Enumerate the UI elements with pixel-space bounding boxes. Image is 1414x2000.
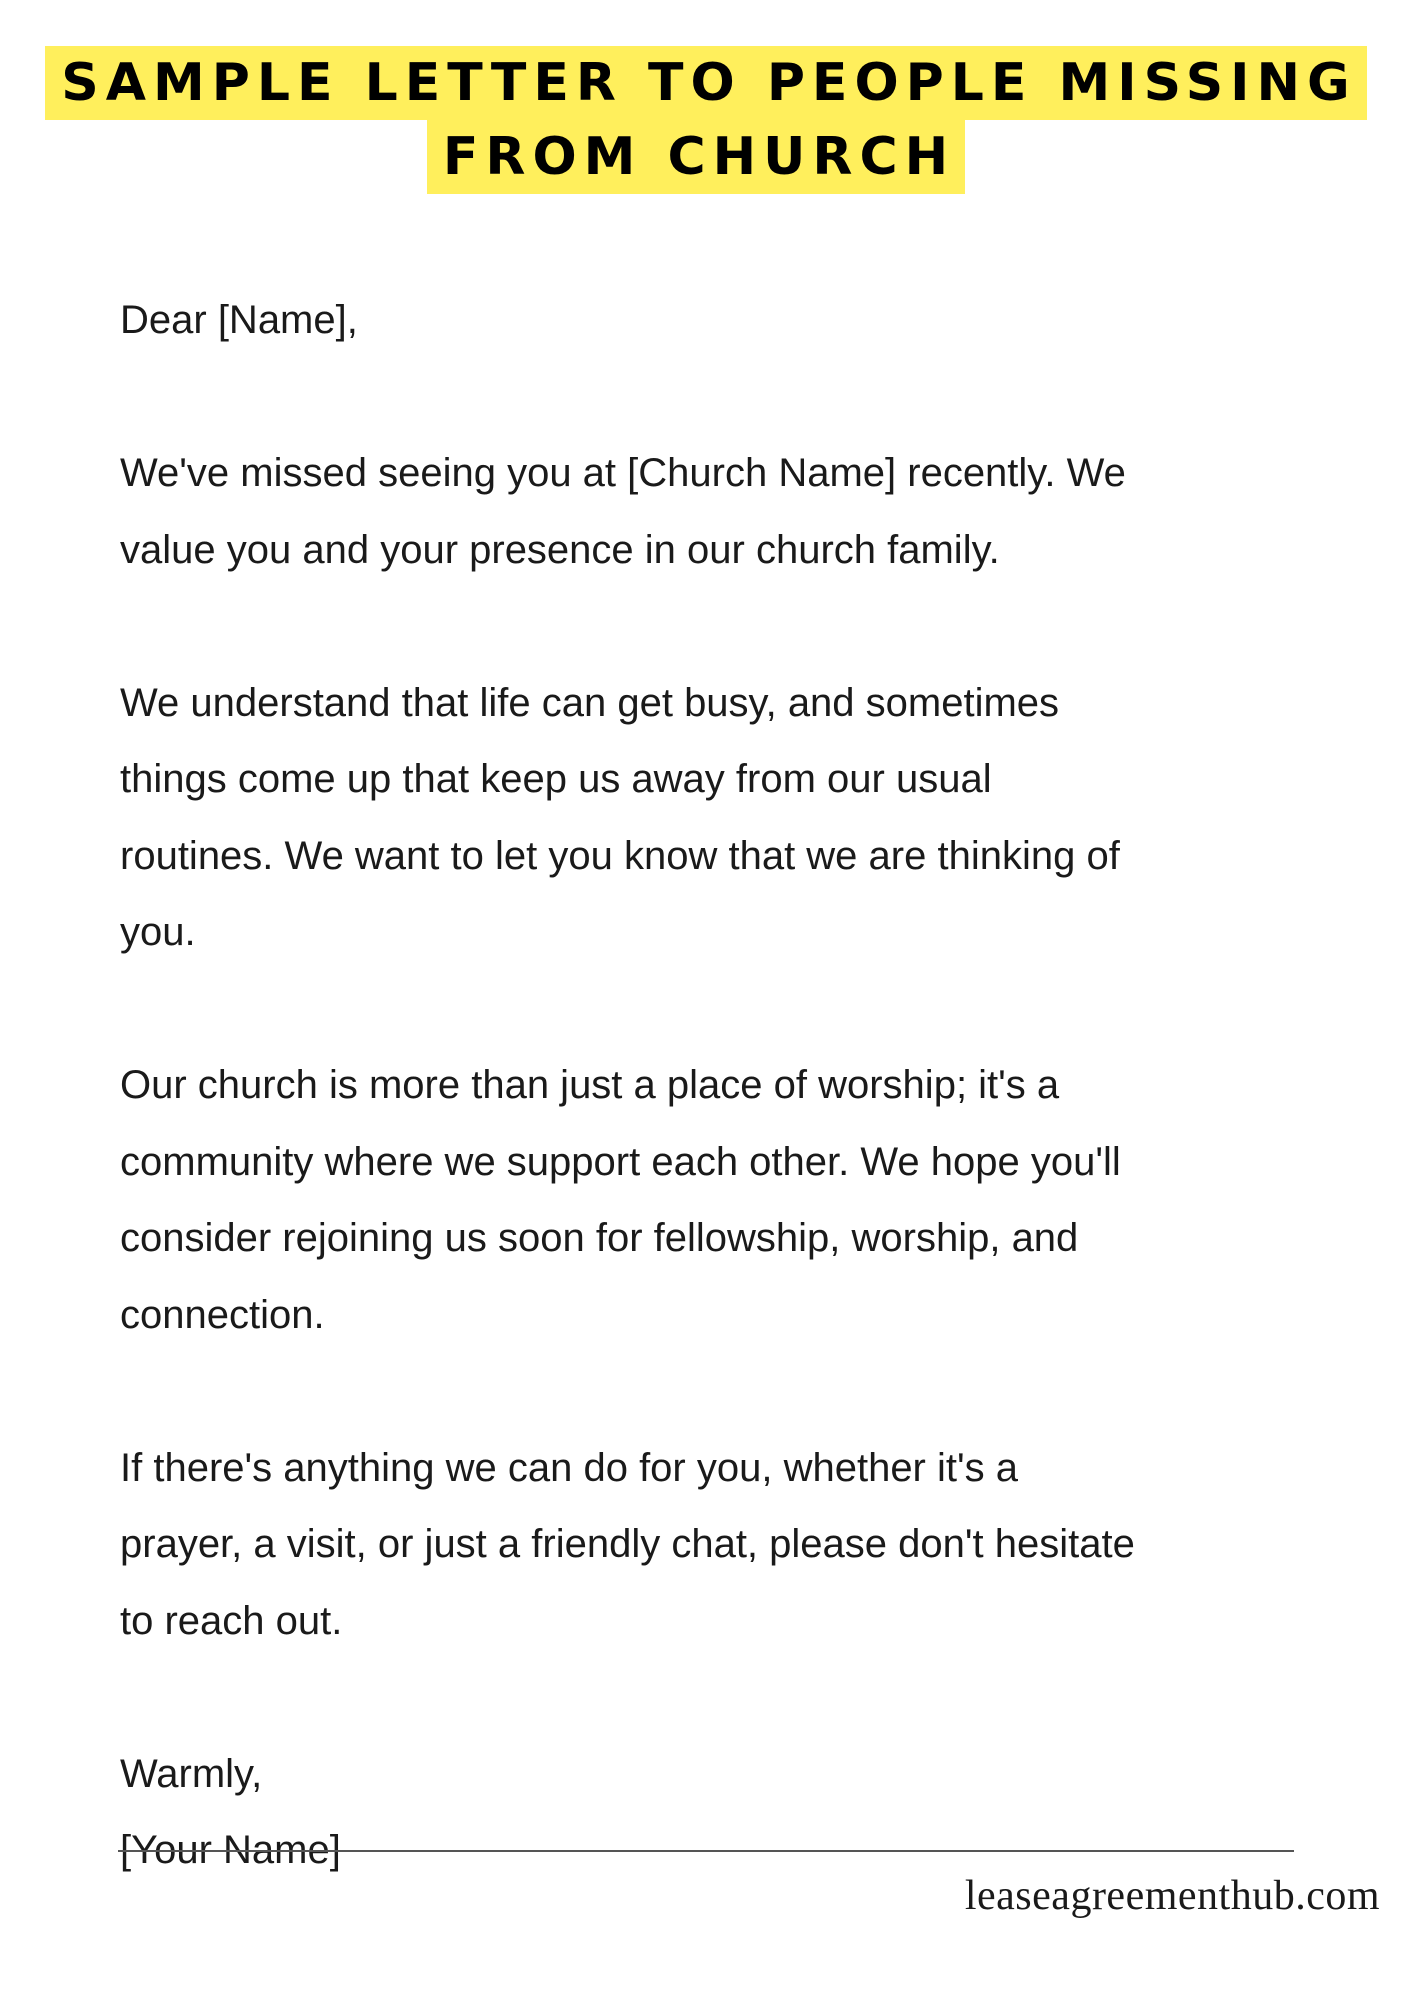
paragraph-line: We understand that life can get busy, and sometimes [120, 680, 1060, 725]
paragraph-line: consider rejoining us soon for fellowship, worship, and [120, 1216, 1079, 1260]
website-watermark: leaseagreementhub.com [964, 1873, 1380, 1919]
paragraph-3 [120, 1047, 1350, 1353]
closing-text: Warmly, [120, 1751, 263, 1796]
paragraph-1 [120, 435, 1350, 588]
paragraph-line: routines. We want to let you know that we are thinking of [120, 833, 1120, 878]
paragraph-line: things come up that keep us away from our usual [120, 757, 992, 801]
salutation [120, 282, 1350, 359]
paragraph-2 [120, 665, 1350, 971]
paragraph-line: you. [120, 910, 196, 954]
paragraph-line: prayer, a visit, or just a friendly chat, please don't hesitate [120, 1522, 1135, 1566]
paragraph-line: community where we support each other. We hope you'll [120, 1139, 1121, 1184]
signature-placeholder: [Your Name] [120, 1828, 341, 1872]
paragraph-line: If there's anything we can do for you, whether it's a [120, 1445, 1018, 1490]
paragraph-line: We've missed seeing you at [Church Name] recently. We [120, 451, 1126, 495]
title-line-1: SAMPLE LETTER TO PEOPLE MISSING [45, 46, 1366, 120]
closing-block [120, 1736, 1350, 1889]
paragraph-4 [120, 1430, 1350, 1660]
paragraph-line: value you and your presence in our church family. [120, 527, 1000, 572]
title-line-2: FROM CHURCH [427, 120, 965, 194]
paragraph-line: connection. [120, 1292, 325, 1337]
salutation-text: Dear [Name], [120, 298, 358, 342]
signature-line [118, 1850, 1294, 1852]
paragraph-line: to reach out. [120, 1598, 343, 1643]
letter-body [120, 282, 1350, 1889]
document-title [0, 46, 1414, 194]
paragraph-line: Our church is more than just a place of worship; it's a [120, 1063, 1060, 1107]
